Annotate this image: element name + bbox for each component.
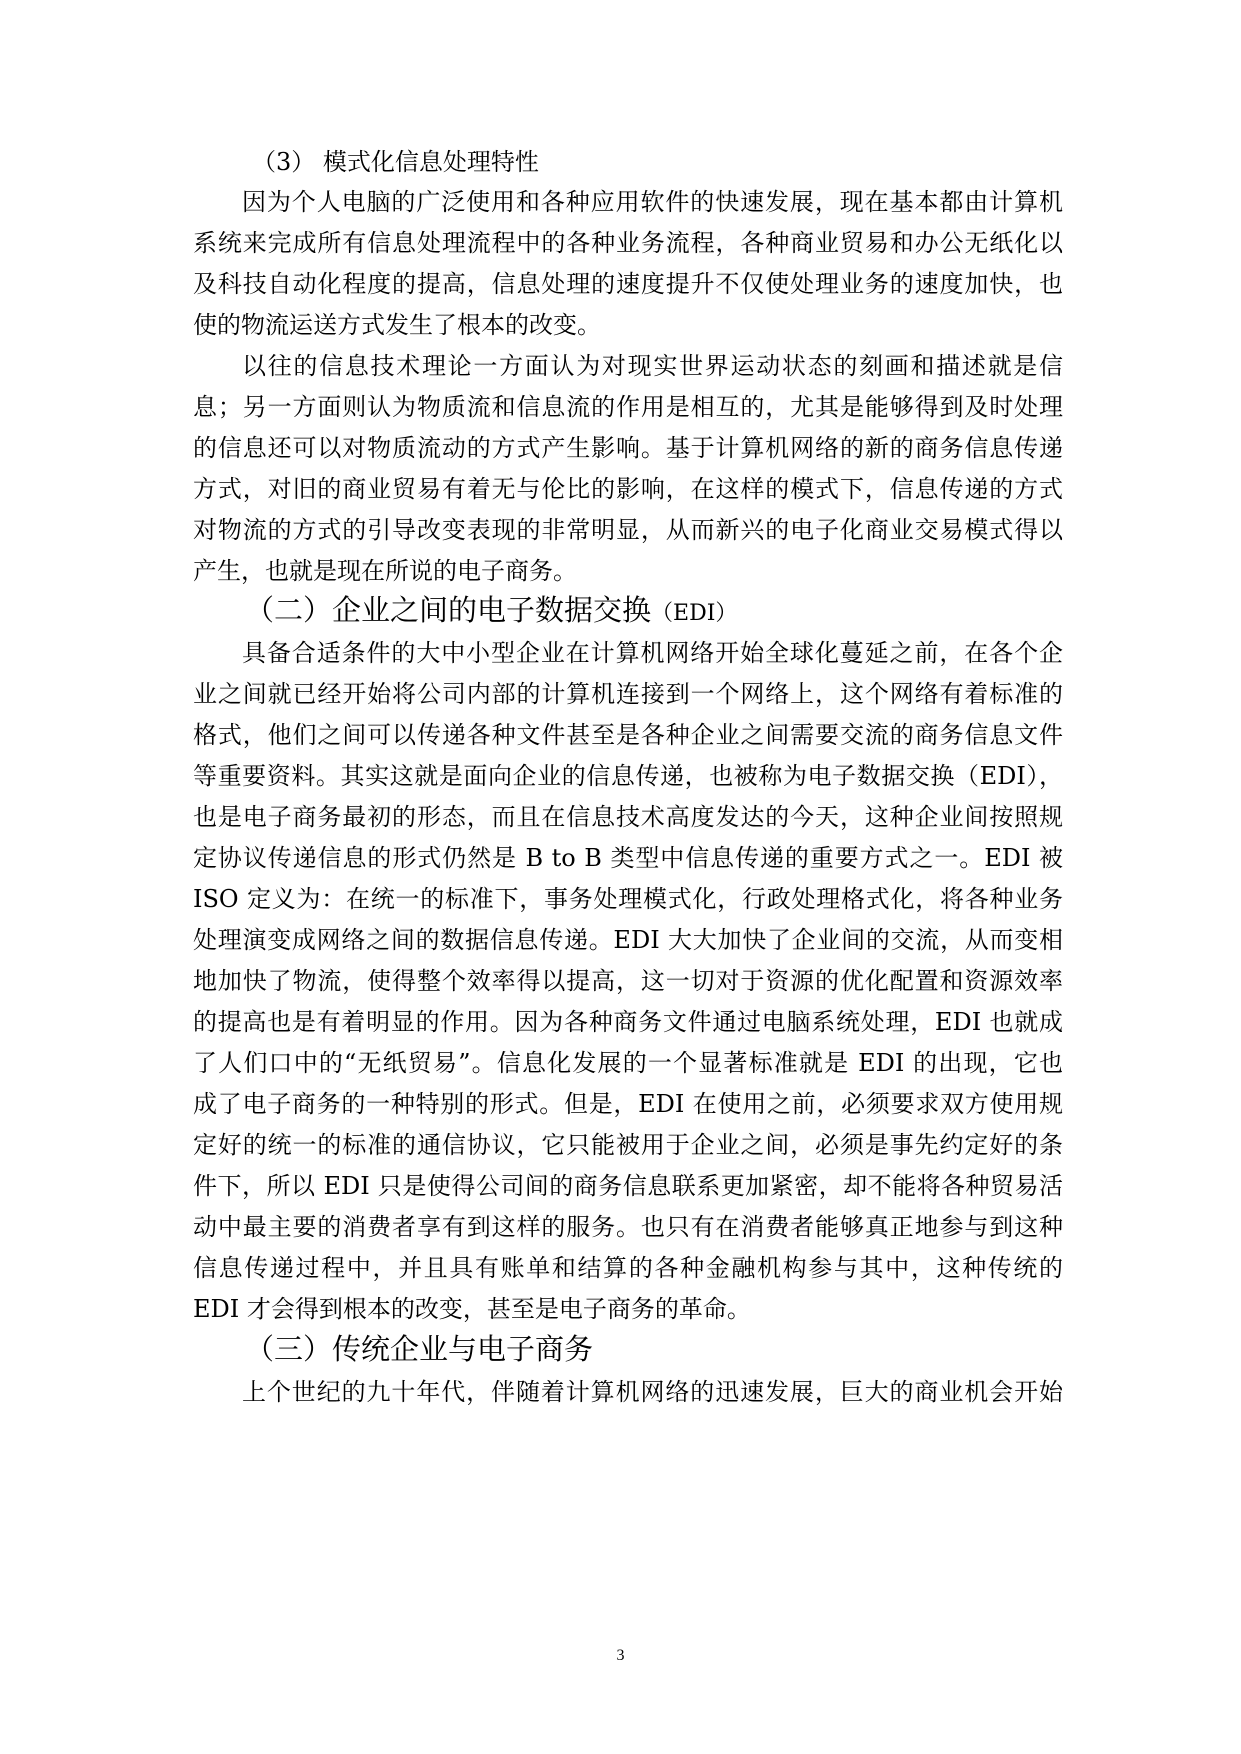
paragraph-line: 件下，所以 EDI 只是使得公司间的商务信息联系更加紧密，却不能将各种贸易活 [193, 1172, 1063, 1200]
paragraph-line: 使的物流运送方式发生了根本的改变。 [193, 311, 601, 339]
sub-heading: （3） 模式化信息处理特性 [252, 148, 539, 176]
section-heading-2-main: （二）企业之间的电子数据交换 [245, 593, 652, 627]
paragraph-line: 了人们口中的“无纸贸易”。信息化发展的一个显著标准就是 EDI 的出现，它也 [193, 1049, 1063, 1077]
paragraph-line: 方式，对旧的商业贸易有着无与伦比的影响，在这样的模式下，信息传递的方式 [193, 475, 1063, 503]
paragraph-line: 业之间就已经开始将公司内部的计算机连接到一个网络上，这个网络有着标准的 [193, 680, 1063, 708]
paragraph-line: 以往的信息技术理论一方面认为对现实世界运动状态的刻画和描述就是信 [242, 352, 1063, 380]
paragraph-line: 对物流的方式的引导改变表现的非常明显，从而新兴的电子化商业交易模式得以 [193, 516, 1063, 544]
paragraph-line: 系统来完成所有信息处理流程中的各种业务流程，各种商业贸易和办公无纸化以 [193, 229, 1063, 257]
paragraph-line: 定好的统一的标准的通信协议，它只能被用于企业之间，必须是事先约定好的条 [193, 1131, 1063, 1159]
paragraph-line: 的提高也是有着明显的作用。因为各种商务文件通过电脑系统处理，EDI 也就成 [193, 1008, 1063, 1036]
paragraph-line: 信息传递过程中，并且具有账单和结算的各种金融机构参与其中，这种传统的 [193, 1254, 1063, 1282]
paragraph-line: 具备合适条件的大中小型企业在计算机网络开始全球化蔓延之前，在各个企 [242, 639, 1063, 667]
paragraph-line: 因为个人电脑的广泛使用和各种应用软件的快速发展，现在基本都由计算机 [242, 188, 1063, 216]
paragraph-line: 动中最主要的消费者享有到这样的服务。也只有在消费者能够真正地参与到这种 [193, 1213, 1063, 1241]
paragraph-line: 也是电子商务最初的形态，而且在信息技术高度发达的今天，这种企业间按照规 [193, 803, 1063, 831]
paragraph-line: 及科技自动化程度的提高，信息处理的速度提升不仅使处理业务的速度加快，也 [193, 270, 1063, 298]
paragraph-line: 产生，也就是现在所说的电子商务。 [193, 557, 577, 585]
paragraph-line: 格式，他们之间可以传递各种文件甚至是各种企业之间需要交流的商务信息文件 [193, 721, 1063, 749]
section-heading-2 [245, 592, 737, 632]
page-number: 3 [616, 1647, 625, 1664]
paragraph-line: 地加快了物流，使得整个效率得以提高，这一切对于资源的优化配置和资源效率 [193, 967, 1063, 995]
paragraph-line: 处理演变成网络之间的数据信息传递。EDI 大大加快了企业间的交流，从而变相 [193, 926, 1063, 954]
paragraph-line: EDI 才会得到根本的改变，甚至是电子商务的革命。 [193, 1295, 751, 1323]
section-heading-2-tail: （EDI） [651, 601, 738, 626]
paragraph-line: 上个世纪的九十年代，伴随着计算机网络的迅速发展，巨大的商业机会开始 [242, 1378, 1063, 1406]
paragraph-line: 定协议传递信息的形式仍然是 B to B 类型中信息传递的重要方式之一。EDI 被 [193, 844, 1063, 872]
paragraph-line: 的信息还可以对物质流动的方式产生影响。基于计算机网络的新的商务信息传递 [193, 434, 1063, 462]
section-heading-3: （三）传统企业与电子商务 [245, 1332, 594, 1366]
paragraph-line: 成了电子商务的一种特别的形式。但是，EDI 在使用之前，必须要求双方使用规 [193, 1090, 1063, 1118]
paragraph-line: 等重要资料。其实这就是面向企业的信息传递，也被称为电子数据交换（EDI）， [193, 762, 1063, 790]
paragraph-line: ISO 定义为：在统一的标准下，事务处理模式化，行政处理格式化，将各种业务 [193, 885, 1063, 913]
paragraph-line: 息；另一方面则认为物质流和信息流的作用是相互的，尤其是能够得到及时处理 [193, 393, 1063, 421]
